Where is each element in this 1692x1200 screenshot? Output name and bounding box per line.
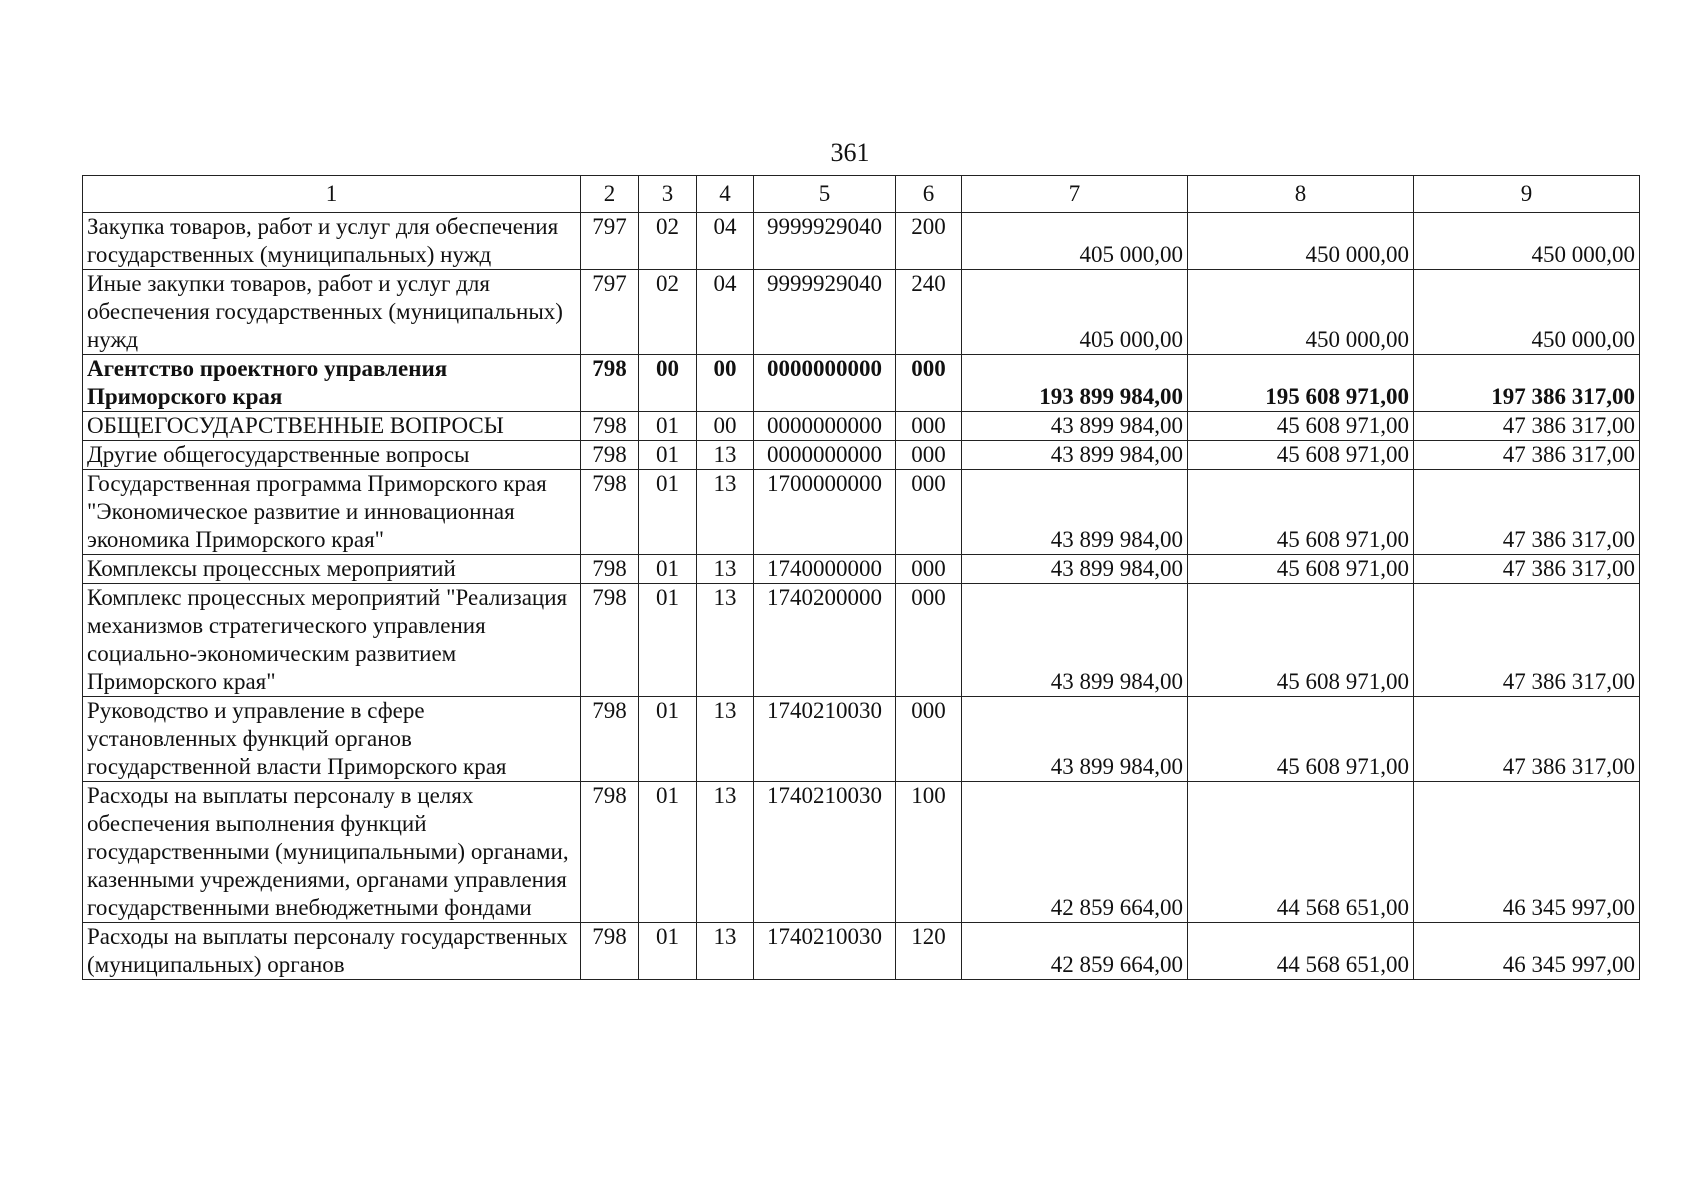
- amount-col9: 450 000,00: [1414, 270, 1640, 355]
- cell-col2: 797: [581, 213, 639, 270]
- table-row-agency-total: [83, 355, 1640, 412]
- amount-col9: 46 345 997,00: [1414, 923, 1640, 980]
- header-cell: 2: [581, 176, 639, 213]
- amount-col9: 47 386 317,00: [1414, 470, 1640, 555]
- amount-col9: 450 000,00: [1414, 213, 1640, 270]
- cell-col3: 01: [639, 470, 697, 555]
- amount-col7: 43 899 984,00: [962, 584, 1188, 697]
- amount-col9: 197 386 317,00: [1414, 355, 1640, 412]
- cell-col2: 798: [581, 923, 639, 980]
- row-name: Агентство проектного управления Приморского края: [83, 355, 581, 412]
- cell-col5: 1740200000: [754, 584, 896, 697]
- cell-col4: 00: [697, 355, 754, 412]
- table-row: [83, 441, 1640, 470]
- cell-col3: 02: [639, 270, 697, 355]
- cell-col6: 000: [896, 355, 962, 412]
- header-cell: 3: [639, 176, 697, 213]
- amount-col8: 45 608 971,00: [1188, 441, 1414, 470]
- cell-col4: 13: [697, 697, 754, 782]
- cell-col4: 13: [697, 923, 754, 980]
- cell-col3: 01: [639, 782, 697, 923]
- amount-col8: 450 000,00: [1188, 213, 1414, 270]
- row-name: Другие общегосударственные вопросы: [83, 441, 581, 470]
- cell-col2: 798: [581, 782, 639, 923]
- cell-col2: 798: [581, 441, 639, 470]
- amount-col7: 43 899 984,00: [962, 441, 1188, 470]
- cell-col5: 1740210030: [754, 697, 896, 782]
- row-name: Иные закупки товаров, работ и услуг для обеспечения государственных (муниципальных) нужд: [83, 270, 581, 355]
- cell-col3: 01: [639, 441, 697, 470]
- amount-col8: 44 568 651,00: [1188, 923, 1414, 980]
- cell-col4: 13: [697, 782, 754, 923]
- cell-col5: 0000000000: [754, 355, 896, 412]
- table-row: [83, 270, 1640, 355]
- row-name: Комплекс процессных мероприятий "Реализация механизмов стратегического управления социально-экономическим развитием Приморского края": [83, 584, 581, 697]
- header-cell: 8: [1188, 176, 1414, 213]
- cell-col2: 798: [581, 555, 639, 584]
- cell-col3: 01: [639, 697, 697, 782]
- amount-col7: 405 000,00: [962, 213, 1188, 270]
- cell-col3: 01: [639, 923, 697, 980]
- cell-col2: 798: [581, 470, 639, 555]
- amount-col8: 45 608 971,00: [1188, 555, 1414, 584]
- amount-col9: 47 386 317,00: [1414, 555, 1640, 584]
- cell-col6: 200: [896, 213, 962, 270]
- amount-col7: 43 899 984,00: [962, 470, 1188, 555]
- table-row: [83, 412, 1640, 441]
- amount-col8: 44 568 651,00: [1188, 782, 1414, 923]
- amount-col7: 43 899 984,00: [962, 555, 1188, 584]
- cell-col5: 0000000000: [754, 441, 896, 470]
- cell-col3: 02: [639, 213, 697, 270]
- cell-col4: 04: [697, 213, 754, 270]
- header-row: [83, 176, 1640, 213]
- amount-col7: 42 859 664,00: [962, 923, 1188, 980]
- cell-col6: 240: [896, 270, 962, 355]
- cell-col3: 00: [639, 355, 697, 412]
- cell-col4: 04: [697, 270, 754, 355]
- amount-col9: 47 386 317,00: [1414, 584, 1640, 697]
- cell-col4: 13: [697, 555, 754, 584]
- table-row: [83, 470, 1640, 555]
- amount-col9: 47 386 317,00: [1414, 441, 1640, 470]
- cell-col6: 000: [896, 697, 962, 782]
- page-number: 361: [830, 138, 870, 167]
- cell-col6: 000: [896, 441, 962, 470]
- amount-col8: 45 608 971,00: [1188, 697, 1414, 782]
- cell-col5: 1740210030: [754, 782, 896, 923]
- amount-col9: 46 345 997,00: [1414, 782, 1640, 923]
- cell-col6: 000: [896, 584, 962, 697]
- header-cell: 1: [83, 176, 581, 213]
- row-name: Государственная программа Приморского края "Экономическое развитие и инновационная экономика Приморского края": [83, 470, 581, 555]
- amount-col7: 42 859 664,00: [962, 782, 1188, 923]
- cell-col4: 13: [697, 584, 754, 697]
- cell-col3: 01: [639, 555, 697, 584]
- cell-col2: 798: [581, 584, 639, 697]
- row-name: Руководство и управление в сфере установленных функций органов государственной власти Приморского края: [83, 697, 581, 782]
- cell-col5: 0000000000: [754, 412, 896, 441]
- cell-col2: 798: [581, 697, 639, 782]
- row-name: Расходы на выплаты персоналу в целях обеспечения выполнения функций государственными (муниципальными) органами, казенными учреждениями, органами управления государственными внебюджетными фондами: [83, 782, 581, 923]
- row-name: Расходы на выплаты персоналу государственных (муниципальных) органов: [83, 923, 581, 980]
- amount-col7: 43 899 984,00: [962, 412, 1188, 441]
- amount-col8: 45 608 971,00: [1188, 412, 1414, 441]
- table-row: [83, 555, 1640, 584]
- header-cell: 5: [754, 176, 896, 213]
- row-name: Комплексы процессных мероприятий: [83, 555, 581, 584]
- amount-col8: 195 608 971,00: [1188, 355, 1414, 412]
- cell-col5: 9999929040: [754, 213, 896, 270]
- cell-col3: 01: [639, 412, 697, 441]
- cell-col6: 120: [896, 923, 962, 980]
- cell-col6: 100: [896, 782, 962, 923]
- header-cell: 9: [1414, 176, 1640, 213]
- cell-col5: 9999929040: [754, 270, 896, 355]
- table-row: [83, 782, 1640, 923]
- header-cell: 6: [896, 176, 962, 213]
- table-row: [83, 923, 1640, 980]
- row-name: Закупка товаров, работ и услуг для обеспечения государственных (муниципальных) нужд: [83, 213, 581, 270]
- cell-col2: 798: [581, 355, 639, 412]
- table-row: [83, 584, 1640, 697]
- header-cell: 7: [962, 176, 1188, 213]
- amount-col7: 405 000,00: [962, 270, 1188, 355]
- amount-col7: 193 899 984,00: [962, 355, 1188, 412]
- amount-col8: 45 608 971,00: [1188, 470, 1414, 555]
- header-cell: 4: [697, 176, 754, 213]
- cell-col5: 1740210030: [754, 923, 896, 980]
- cell-col5: 1700000000: [754, 470, 896, 555]
- cell-col5: 1740000000: [754, 555, 896, 584]
- row-name: ОБЩЕГОСУДАРСТВЕННЫЕ ВОПРОСЫ: [83, 412, 581, 441]
- cell-col4: 13: [697, 470, 754, 555]
- cell-col4: 13: [697, 441, 754, 470]
- table-row: [83, 213, 1640, 270]
- cell-col6: 000: [896, 412, 962, 441]
- cell-col3: 01: [639, 584, 697, 697]
- amount-col8: 450 000,00: [1188, 270, 1414, 355]
- cell-col6: 000: [896, 555, 962, 584]
- amount-col9: 47 386 317,00: [1414, 412, 1640, 441]
- amount-col8: 45 608 971,00: [1188, 584, 1414, 697]
- table-row: [83, 697, 1640, 782]
- cell-col6: 000: [896, 470, 962, 555]
- cell-col4: 00: [697, 412, 754, 441]
- budget-table: [82, 175, 1640, 980]
- cell-col2: 797: [581, 270, 639, 355]
- cell-col2: 798: [581, 412, 639, 441]
- amount-col7: 43 899 984,00: [962, 697, 1188, 782]
- amount-col9: 47 386 317,00: [1414, 697, 1640, 782]
